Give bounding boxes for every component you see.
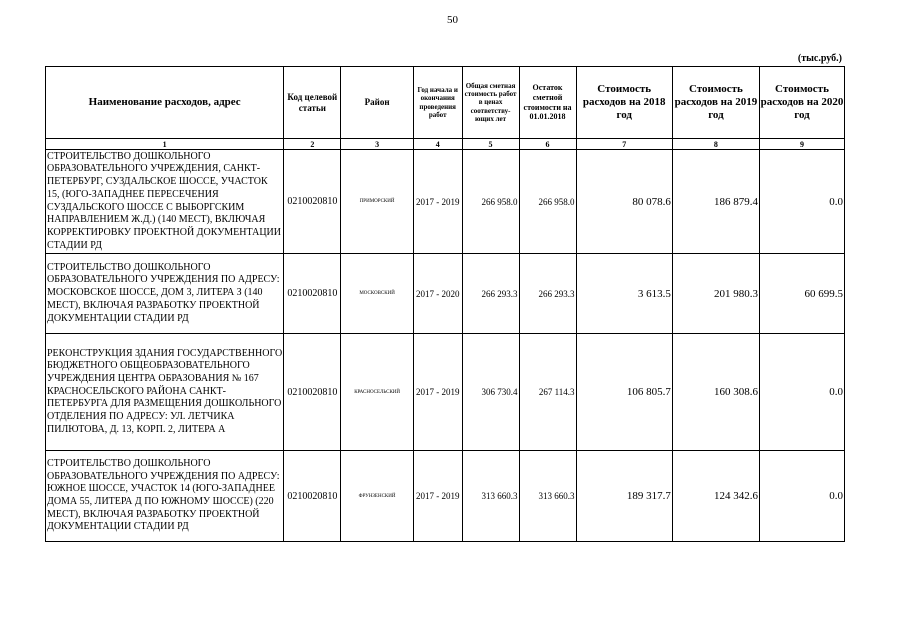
column-number: 5 <box>462 139 519 150</box>
header-cost-2018: Стоимость расходов на 2018 год <box>576 67 672 139</box>
district: КРАСНОСЕЛЬСКИЙ <box>341 334 414 451</box>
work-period: 2017 - 2020 <box>413 254 462 334</box>
work-period: 2017 - 2019 <box>413 334 462 451</box>
header-cost-2020: Стоимость расходов на 2020 год <box>759 67 844 139</box>
district: ПРИМОРСКИЙ <box>341 150 414 254</box>
column-number: 8 <box>672 139 759 150</box>
column-number: 6 <box>519 139 576 150</box>
remaining-cost: 267 114.3 <box>519 334 576 451</box>
cost-2019: 160 308.6 <box>672 334 759 451</box>
header-remaining: Остаток сметной стоимости на 01.01.2018 <box>519 67 576 139</box>
cost-2019: 186 879.4 <box>672 150 759 254</box>
cost-2018: 80 078.6 <box>576 150 672 254</box>
table-row <box>46 451 845 542</box>
target-code: 0210020810 <box>284 451 341 542</box>
column-number: 7 <box>576 139 672 150</box>
expense-name: РЕКОНСТРУКЦИЯ ЗДАНИЯ ГОСУДАРСТВЕННОГО БЮДЖЕТНОГО ОБЩЕОБРАЗОВАТЕЛЬНОГО УЧРЕЖДЕНИЯ ЦЕНТРА ОБРАЗОВАНИЯ № 167 КРАСНОСЕЛЬСКОГО РАЙОНА САНКТ-ПЕТЕРБУРГА ДЛЯ РАЗМЕЩЕНИЯ ДОШКОЛЬНОГО ОТДЕЛЕНИЯ ПО АДРЕСУ: УЛ. ЛЕТЧИКА ПИЛЮТОВА, Д. 13, КОРП. 2, ЛИТЕРА А <box>46 334 284 451</box>
units-label: (тыс.руб.) <box>797 53 842 64</box>
work-period: 2017 - 2019 <box>413 150 462 254</box>
cost-2018: 106 805.7 <box>576 334 672 451</box>
header-name: Наименование расходов, адрес <box>46 67 284 139</box>
column-number-row <box>46 139 845 150</box>
cost-2020: 0.0 <box>759 334 844 451</box>
total-cost: 266 293.3 <box>462 254 519 334</box>
page-number: 50 <box>447 14 458 26</box>
target-code: 0210020810 <box>284 254 341 334</box>
header-row <box>46 67 845 139</box>
column-number: 9 <box>759 139 844 150</box>
cost-2019: 124 342.6 <box>672 451 759 542</box>
target-code: 0210020810 <box>284 334 341 451</box>
work-period: 2017 - 2019 <box>413 451 462 542</box>
total-cost: 306 730.4 <box>462 334 519 451</box>
table-row <box>46 334 845 451</box>
remaining-cost: 313 660.3 <box>519 451 576 542</box>
table-row <box>46 254 845 334</box>
cost-2019: 201 980.3 <box>672 254 759 334</box>
district: ФРУНЗЕНСКИЙ <box>341 451 414 542</box>
cost-2018: 3 613.5 <box>576 254 672 334</box>
column-number: 1 <box>46 139 284 150</box>
remaining-cost: 266 958.0 <box>519 150 576 254</box>
district: МОСКОВСКИЙ <box>341 254 414 334</box>
total-cost: 313 660.3 <box>462 451 519 542</box>
column-number: 3 <box>341 139 414 150</box>
header-total-cost: Общая сметная стоимость работ в ценах соответству-ющих лет <box>462 67 519 139</box>
cost-2020: 0.0 <box>759 451 844 542</box>
table-row <box>46 150 845 254</box>
cost-2020: 0.0 <box>759 150 844 254</box>
expense-name: СТРОИТЕЛЬСТВО ДОШКОЛЬНОГО ОБРАЗОВАТЕЛЬНОГО УЧРЕЖДЕНИЯ ПО АДРЕСУ: ЮЖНОЕ ШОССЕ, УЧАСТОК 14 (ЮГО-ЗАПАДНЕЕ ДОМА 55, ЛИТЕРА Д ПО ЮЖНОМУ ШОССЕ) (220 МЕСТ), ВКЛЮЧАЯ РАЗРАБОТКУ ПРОЕКТНОЙ ДОКУМЕНТАЦИИ СТАДИИ РД <box>46 451 284 542</box>
column-number: 4 <box>413 139 462 150</box>
remaining-cost: 266 293.3 <box>519 254 576 334</box>
expense-name: СТРОИТЕЛЬСТВО ДОШКОЛЬНОГО ОБРАЗОВАТЕЛЬНОГО УЧРЕЖДЕНИЯ, САНКТ-ПЕТЕРБУРГ, СУЗДАЛЬСКОЕ ШОССЕ, УЧАСТОК 15, (ЮГО-ЗАПАДНЕЕ ПЕРЕСЕЧЕНИЯ СУЗДАЛЬСКОГО ШОССЕ С ВЫБОРГСКИМ НАПРАВЛЕНИЕМ Ж.Д.) (140 МЕСТ), ВКЛЮЧАЯ КОРРЕКТИРОВКУ ПРОЕКТНОЙ ДОКУМЕНТАЦИИ СТАДИИ РД <box>46 150 284 254</box>
cost-2020: 60 699.5 <box>759 254 844 334</box>
header-period: Год начала и окончания проведения работ <box>413 67 462 139</box>
header-cost-2019: Стоимость расходов на 2019 год <box>672 67 759 139</box>
header-code: Код целевой статьи <box>284 67 341 139</box>
column-number: 2 <box>284 139 341 150</box>
expenses-table <box>45 66 845 542</box>
expense-name: СТРОИТЕЛЬСТВО ДОШКОЛЬНОГО ОБРАЗОВАТЕЛЬНОГО УЧРЕЖДЕНИЯ ПО АДРЕСУ: МОСКОВСКОЕ ШОССЕ, ДОМ 3, ЛИТЕРА З (140 МЕСТ), ВКЛЮЧАЯ РАЗРАБОТКУ ПРОЕКТНОЙ ДОКУМЕНТАЦИИ СТАДИИ РД <box>46 254 284 334</box>
total-cost: 266 958.0 <box>462 150 519 254</box>
header-district: Район <box>341 67 414 139</box>
target-code: 0210020810 <box>284 150 341 254</box>
cost-2018: 189 317.7 <box>576 451 672 542</box>
